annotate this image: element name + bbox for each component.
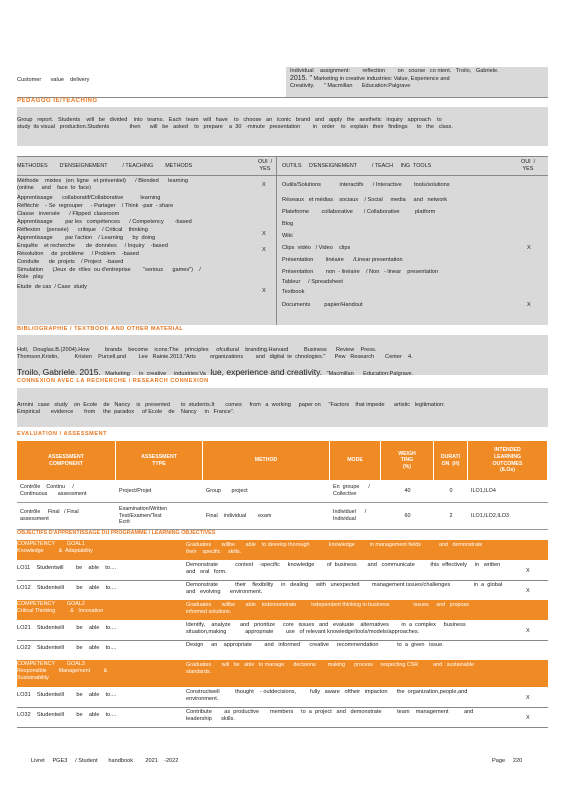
lo-label: LO31 Studentwill be able to.... bbox=[17, 692, 117, 698]
tool-item: Documents papier/Handout bbox=[282, 302, 363, 308]
rule bbox=[17, 175, 548, 176]
lo-check: X bbox=[526, 695, 530, 701]
method-item: Enquête et recherche de données / Inquiry -based bbox=[17, 243, 168, 249]
method-item: Conduite de projets / Project -based bbox=[17, 259, 124, 265]
bibliography-title: Marketing in creative industries:Va bbox=[105, 371, 206, 377]
competency-title: COMPETENCY GOAL3 Responsible Management & Sustainability bbox=[17, 661, 108, 681]
eval-header-cell: METHOD bbox=[203, 441, 330, 480]
evaluation-heading: EVALUATION / ASSESSMENT bbox=[17, 431, 108, 437]
method-item: Réflexion (pensée) critique / Critical thinking bbox=[17, 227, 148, 233]
top-left-text: Customer value delivery bbox=[17, 77, 90, 83]
tool-item: Textbook bbox=[282, 289, 305, 295]
eval-cell-method: Group project bbox=[203, 480, 330, 503]
tool-item: Outils/Solutions interactifs / Interactive tools/solutions bbox=[282, 182, 450, 188]
lo-label: LO32 Studentwill be able to.... bbox=[17, 712, 117, 718]
pedagogy-body: Group report. Students will be divided into teams. Each team will have to choose an iconic brand and apply the aesthetic inquiry approach to study its visual production.Students then will be asked to prepare a 30 -minute presentation in order to explain their findings to the class. bbox=[17, 117, 453, 130]
methods-header: METHODES D'ENSEIGNEMENT / TEACHING METHODS bbox=[17, 163, 193, 169]
rule bbox=[17, 156, 548, 157]
eval-cell-type: Project/Projet bbox=[116, 480, 203, 503]
tool-item: Réseaux et médias sociaux / Social media and network bbox=[282, 197, 448, 203]
tool-item: Plateforme collaborative / Collaborative platform bbox=[282, 209, 436, 215]
bibliography-heading: BIBLIOGRAPHIE / TEXTBOOK AND OTHER MATERIAL bbox=[17, 326, 184, 332]
lo-label: LO11 Studentwill be able to.... bbox=[17, 565, 117, 571]
lo-text: Contribute as productive members to a project and demonstrate team management and leadership skills. bbox=[186, 709, 474, 722]
bibliography-publisher: "Macmillan Education:Palgrave. bbox=[326, 371, 414, 377]
eval-cell-duration: 0 bbox=[434, 480, 468, 503]
bibliography-title-cont: lue, experience and creativity. bbox=[210, 367, 323, 377]
eval-cell-component: Contrôle Final / Final assessment bbox=[17, 503, 116, 530]
lo-label: LO12 Studentwill be able to.... bbox=[17, 585, 117, 591]
competency-title: COMPETENCY GOAL2 Critical Thinking & Innovation bbox=[17, 601, 104, 614]
eval-cell-weight: 40 bbox=[381, 480, 434, 503]
competency-title: COMPETENCY GOAL1 Knowledge & Adaptability bbox=[17, 541, 93, 554]
lo-check: X bbox=[526, 588, 530, 594]
lo-check: X bbox=[526, 628, 530, 634]
eval-header-cell: MODE bbox=[330, 441, 381, 480]
eval-cell-mode: Individuel / Individual bbox=[330, 503, 381, 530]
eval-header-cell: INTENDED LEARNING OUTCOMES (ILOs) bbox=[468, 441, 548, 480]
tool-item: Wiki bbox=[282, 233, 293, 239]
method-item: Classe inversée / Flipped classroom bbox=[17, 211, 120, 217]
eval-cell-ilos: ILO1,ILO4 bbox=[468, 480, 548, 503]
eval-cell-method: Final individual exam bbox=[203, 503, 330, 530]
bibliography-line1: Holt, Douglas.B.(2004).How brands become icons:The principles ofcultural branding.Harvard Business Review Press. bbox=[17, 347, 377, 353]
tool-item: Présentation linéaire /Linear presentation bbox=[282, 257, 403, 263]
top-right-line3: Creativity. " Macmillan Education:Palgrave bbox=[290, 83, 411, 89]
competency-desc: Graduates willbe able todemonstrate independent thinking in business issues and propose informed solutions. bbox=[186, 602, 470, 615]
eval-header-cell: WEIGH TING (%) bbox=[381, 441, 434, 480]
method-check: X bbox=[262, 182, 266, 188]
tool-item: Présentation non - linéaire / Non - linear presentation bbox=[282, 269, 439, 275]
eval-cell-ilos: ILO1,ILO2,ILO3 bbox=[468, 503, 548, 530]
research-body: Arrnini case study on Ecole de Nancy is presented to students.It comes from a working paper on "Factors that impede artistic legitimation: Empirical evidence from the paradox of Ecole de Nancy in France". bbox=[17, 402, 445, 415]
method-item: Réfléchir - Se regrouper - Partager / Think -pair - share bbox=[17, 203, 174, 209]
lo-text: Demonstrate context -specific knowledge of business and communicate this effectively in written and oral form. bbox=[186, 562, 501, 575]
method-item: Apprentissage collaboratif/Collaborative learning bbox=[17, 195, 161, 201]
footer-left: Livret PGE3 / Student handbook 2021 -2022 bbox=[31, 758, 179, 764]
top-right-year: 2015. " bbox=[290, 75, 312, 82]
rule bbox=[17, 727, 548, 728]
method-check: X bbox=[262, 231, 266, 237]
tool-item: Blog bbox=[282, 221, 294, 227]
method-item: Apprentissage par les compétences / Competency -based bbox=[17, 219, 192, 225]
objectives-heading: OBJECTIFS D'APPRENTISSAGE DU PROGRAMME / LEARNING OBJECTIVES bbox=[17, 530, 216, 536]
lo-label: LO21 Studentwill be able to.... bbox=[17, 625, 117, 631]
eval-cell-mode: En groupe / Collective bbox=[330, 480, 381, 503]
top-right-title: Marketing in creative industries: Value, Experience and bbox=[313, 76, 450, 82]
competency-desc: Graduates will be able to manage decisions making process respecting CSR and sustainable standards. bbox=[186, 662, 474, 675]
method-item: Méthode mixtes (en ligne et présentiel) / Blended learning (online and face to face) bbox=[17, 178, 189, 191]
pedagogy-heading: PEDAGOG IE/TEACHING bbox=[17, 98, 98, 104]
top-right-line2 bbox=[290, 75, 548, 83]
lo-text: Demonstrate their flexibility in dealing with unexpected management issues/challenges in a global and evolving environment. bbox=[186, 582, 503, 595]
tool-check: X bbox=[527, 302, 531, 308]
method-check: X bbox=[262, 247, 266, 253]
methods-oui-yes: OUI / YES bbox=[258, 159, 273, 172]
eval-cell-weight: 60 bbox=[381, 503, 434, 530]
tools-header: OUTILS D'ENSEIGNEMENT / TEACH ING TOOLS bbox=[282, 163, 432, 169]
lo-text: Constructwell thought - outdecisions, fully aware oftheir impacton the organization,people,and environment. bbox=[186, 689, 468, 702]
lo-check: X bbox=[526, 568, 530, 574]
eval-header-cell: ASSESSMENT TYPE bbox=[116, 441, 203, 480]
lo-check: X bbox=[526, 715, 530, 721]
eval-cell-type: Examination/Written Test/Examen/Test Ecrit bbox=[116, 503, 203, 530]
top-right-line1: Individual assignment: reflection on course co ntent. Troilo, Gabriele. bbox=[290, 68, 499, 74]
competency-desc: Graduates willbe able to develop thorough knowledge in management fields and demonstrate their specific skills. bbox=[186, 542, 483, 555]
tools-oui-yes: OUI / YES bbox=[521, 159, 536, 172]
method-item: Apprentissage par l'action / Learning by doing bbox=[17, 235, 156, 241]
method-item: Simulation (Jeux de rôles ou d'entreprise "serious games") / Role play bbox=[17, 267, 201, 280]
eval-cell-duration: 2 bbox=[434, 503, 468, 530]
rule bbox=[17, 640, 548, 641]
lo-label: LO22 Studentwill be able to.... bbox=[17, 645, 117, 651]
bibliography-line2: Thomson,Kristin, Kristen Purcell,and Lee Rainie.2013."Arts organizations and digital te chnologies." Pew Research Center 4. bbox=[17, 354, 413, 360]
method-check: X bbox=[262, 288, 266, 294]
bibliography-author: Troilo, Gabriele. 2015. bbox=[17, 367, 101, 377]
eval-header-cell: DURATI ON (H) bbox=[434, 441, 468, 480]
lo-text: Design an appropriate and informed creative recommendation to a given issue. bbox=[186, 642, 444, 648]
rule bbox=[17, 580, 548, 581]
rule bbox=[17, 707, 548, 708]
method-item: Etude de cas / Case study bbox=[17, 284, 87, 290]
footer-page: Page 220 bbox=[492, 758, 523, 764]
research-heading: CONNEXION AVEC LA RECHERCHE / RESEARCH CONNEXION bbox=[17, 378, 209, 384]
methods-divider bbox=[276, 156, 277, 325]
eval-header-cell: ASSESSMENT COMPONENT bbox=[17, 441, 116, 480]
method-item: Résolution de problème / Problem -based bbox=[17, 251, 139, 257]
tool-check: X bbox=[527, 245, 531, 251]
tool-item: Tableur / Spreadsheet bbox=[282, 279, 343, 285]
eval-cell-component: Contrôle Continu / Continuous assessment bbox=[17, 480, 116, 503]
tool-item: Clips vidéo / Video clips bbox=[282, 245, 351, 251]
lo-text: Identify, analyze and prioritize core issues and evaluate alternatives in a complex business situation,making appropriate use of relevant knowledge/tools/models/approaches. bbox=[186, 622, 466, 635]
